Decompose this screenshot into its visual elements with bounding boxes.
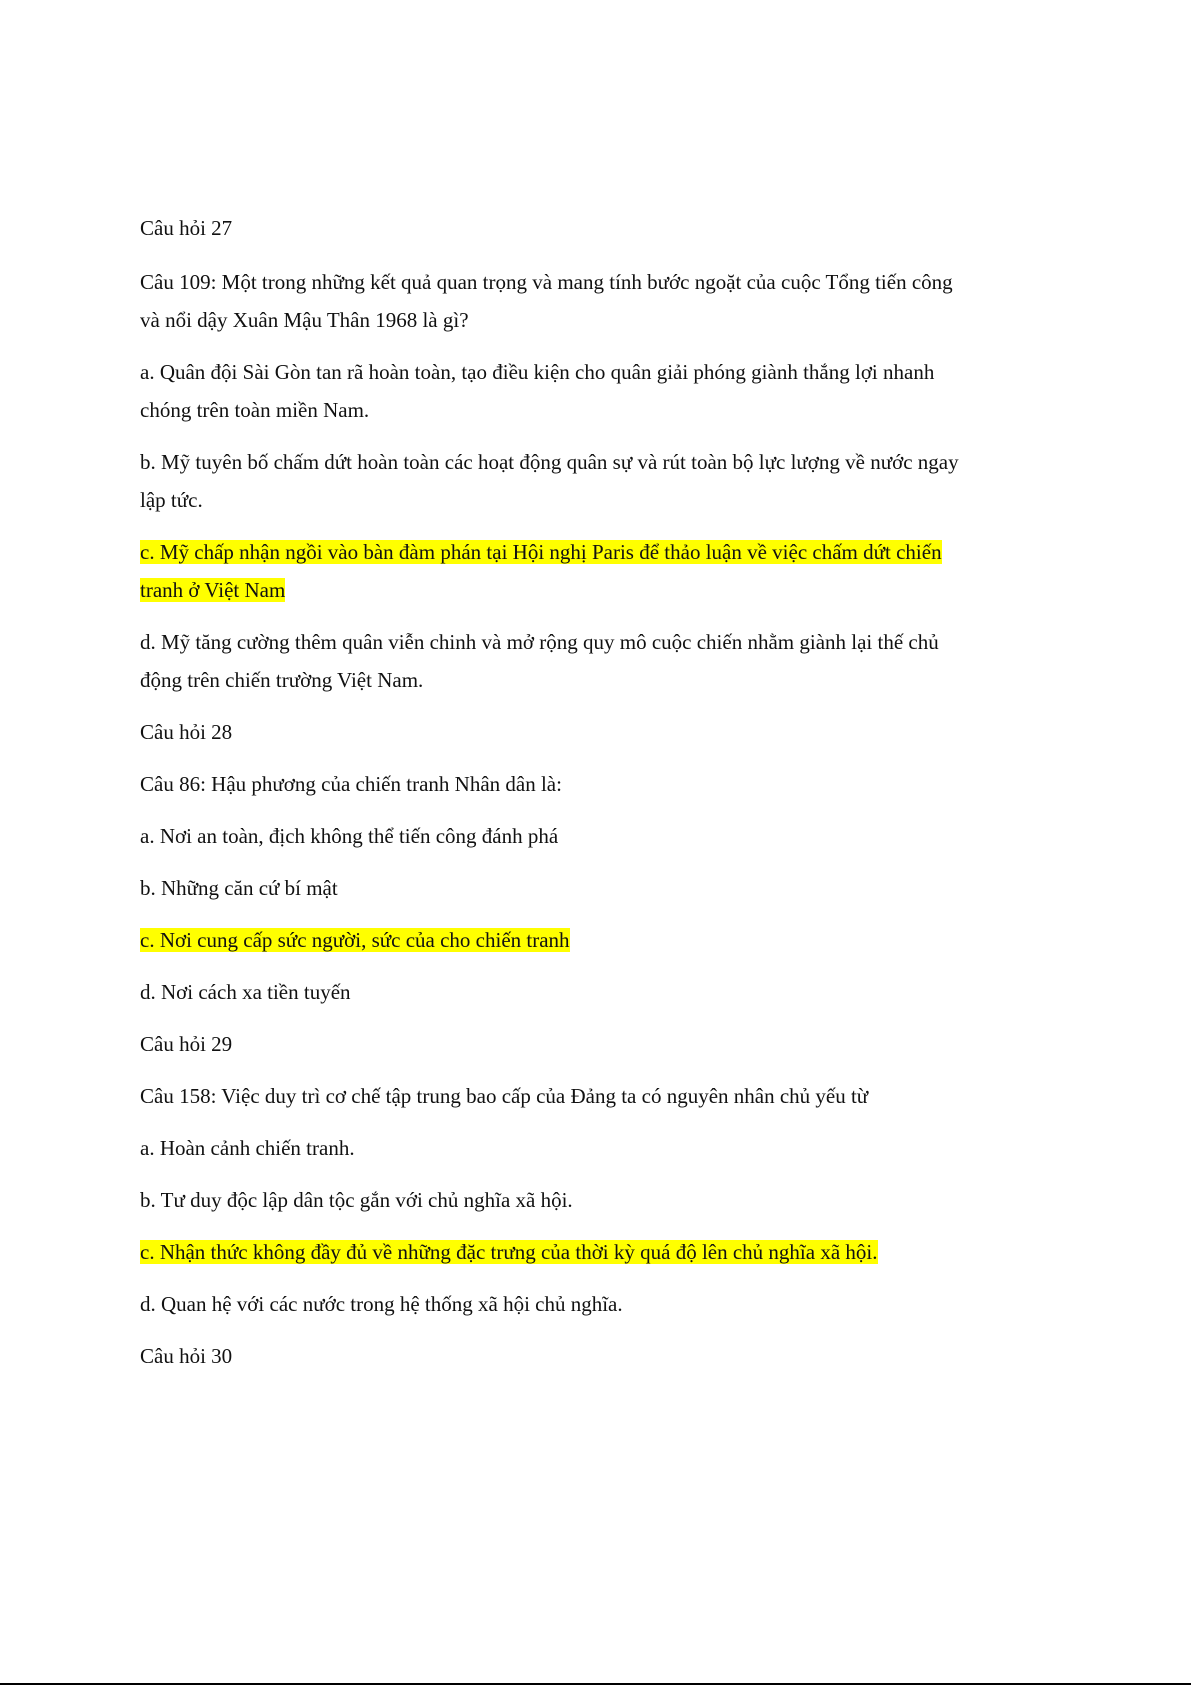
answer-b-line-1: b. Mỹ tuyên bố chấm dứt hoàn toàn các hoạt động quân sự và rút toàn bộ lực lượng về nước ngay bbox=[140, 450, 959, 474]
answer-c-correct-line-1: c. Mỹ chấp nhận ngồi vào bàn đàm phán tại Hội nghị Paris để thảo luận về việc chấm dứt chiến bbox=[140, 540, 942, 564]
answer-a-line-1: a. Quân đội Sài Gòn tan rã hoàn toàn, tạo điều kiện cho quân giải phóng giành thắng lợi nhanh bbox=[140, 360, 935, 384]
answer-a-line-2: chóng trên toàn miền Nam. bbox=[140, 398, 370, 422]
answer-c-correct-line-2: tranh ở Việt Nam bbox=[140, 578, 286, 602]
question-heading-29: Câu hỏi 29 bbox=[140, 1032, 233, 1056]
answer-d-line-2: động trên chiến trường Việt Nam. bbox=[140, 668, 424, 692]
answer-b: b. Tư duy độc lập dân tộc gắn với chủ nghĩa xã hội. bbox=[140, 1188, 573, 1212]
answer-a: a. Nơi an toàn, địch không thể tiến công đánh phá bbox=[140, 824, 559, 848]
question-109-text-line-1: Câu 109: Một trong những kết quả quan trọng và mang tính bước ngoặt của cuộc Tổng tiến công bbox=[140, 270, 953, 294]
answer-d: d. Nơi cách xa tiền tuyến bbox=[140, 980, 351, 1004]
question-109-text-line-2: và nổi dậy Xuân Mậu Thân 1968 là gì? bbox=[140, 308, 469, 332]
answer-a: a. Hoàn cảnh chiến tranh. bbox=[140, 1136, 355, 1160]
answer-b-line-2: lập tức. bbox=[140, 488, 203, 512]
question-heading-28: Câu hỏi 28 bbox=[140, 720, 233, 744]
answer-c-correct: c. Nơi cung cấp sức người, sức của cho chiến tranh bbox=[140, 928, 570, 952]
answer-d: d. Quan hệ với các nước trong hệ thống xã hội chủ nghĩa. bbox=[140, 1292, 623, 1316]
question-158-text: Câu 158: Việc duy trì cơ chế tập trung bao cấp của Đảng ta có nguyên nhân chủ yếu từ bbox=[140, 1084, 869, 1108]
answer-c-correct: c. Nhận thức không đầy đủ về những đặc trưng của thời kỳ quá độ lên chủ nghĩa xã hội. bbox=[140, 1240, 878, 1264]
question-heading-27: Câu hỏi 27 bbox=[140, 216, 233, 240]
answer-b: b. Những căn cứ bí mật bbox=[140, 876, 338, 900]
question-86-text: Câu 86: Hậu phương của chiến tranh Nhân dân là: bbox=[140, 772, 562, 796]
question-heading-30: Câu hỏi 30 bbox=[140, 1344, 233, 1368]
answer-d-line-1: d. Mỹ tăng cường thêm quân viễn chinh và mở rộng quy mô cuộc chiến nhằm giành lại thế chủ bbox=[140, 630, 939, 654]
